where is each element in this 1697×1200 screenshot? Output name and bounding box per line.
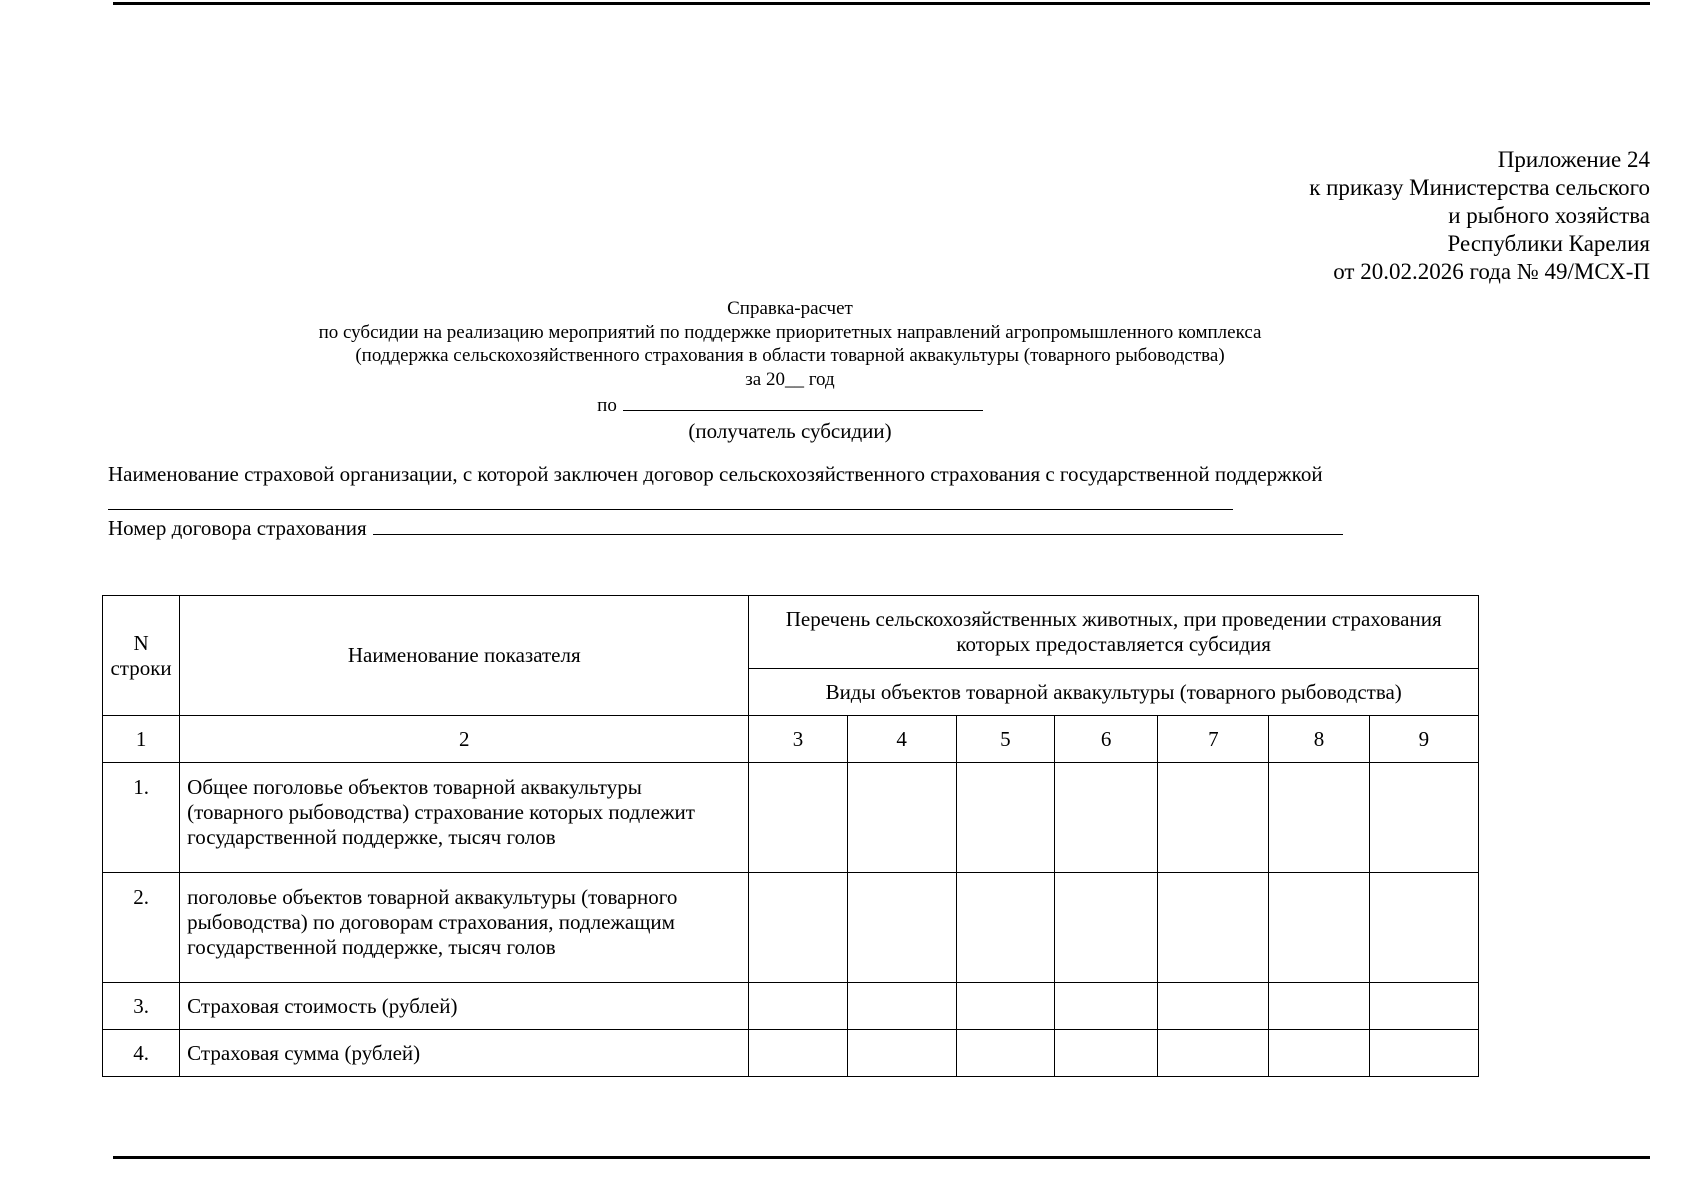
data-cell[interactable] <box>1158 873 1269 983</box>
row-number: 1. <box>103 763 180 873</box>
table-row <box>103 873 1479 983</box>
data-cell[interactable] <box>1158 763 1269 873</box>
recipient-caption: (получатель субсидии) <box>688 418 892 443</box>
data-cell[interactable] <box>1054 983 1157 1030</box>
column-number: 6 <box>1054 716 1157 763</box>
data-cell[interactable] <box>1369 763 1478 873</box>
column-number: 1 <box>103 716 180 763</box>
document-subtitle: по субсидии на реализацию мероприятий по поддержке приоритетных направлений агропромышленного комплекса <box>318 321 1262 343</box>
column-numbers-row <box>103 716 1479 763</box>
row-indicator: Общее поголовье объектов товарной аквакультуры (товарного рыбоводства) страхование которых подлежит государственной поддержке, тысяч голов <box>180 763 749 873</box>
header-object-types: Виды объектов товарной аквакультуры (товарного рыбоводства) <box>749 669 1479 716</box>
data-cell[interactable] <box>1158 983 1269 1030</box>
column-number: 7 <box>1158 716 1269 763</box>
data-cell[interactable] <box>1369 873 1478 983</box>
recipient-line <box>0 391 1580 418</box>
data-cell[interactable] <box>956 983 1054 1030</box>
data-cell[interactable] <box>749 1030 847 1077</box>
data-cell[interactable] <box>956 763 1054 873</box>
table-row <box>103 1030 1479 1077</box>
appendix-block <box>1309 146 1650 286</box>
appendix-order-ref: к приказу Министерства сельского <box>1309 175 1650 200</box>
data-cell[interactable] <box>847 873 956 983</box>
document-title: Справка-расчет <box>727 298 853 319</box>
contract-line <box>108 514 1343 541</box>
column-number: 5 <box>956 716 1054 763</box>
column-number: 2 <box>180 716 749 763</box>
data-cell[interactable] <box>1158 1030 1269 1077</box>
column-number: 9 <box>1369 716 1478 763</box>
contract-label: Номер договора страхования <box>108 516 367 540</box>
data-cell[interactable] <box>749 763 847 873</box>
row-number: 3. <box>103 983 180 1030</box>
row-number: 4. <box>103 1030 180 1077</box>
column-number: 8 <box>1269 716 1369 763</box>
data-cell[interactable] <box>1054 763 1157 873</box>
data-cell[interactable] <box>1269 763 1369 873</box>
table-row <box>103 983 1479 1030</box>
appendix-republic: Республики Карелия <box>1447 231 1650 256</box>
recipient-prefix: по <box>597 395 617 416</box>
header-animals-list: Перечень сельскохозяйственных животных, при проведении страхования которых предоставляется субсидия <box>749 596 1479 669</box>
appendix-order-date: от 20.02.2026 года № 49/МСХ-П <box>1333 259 1650 284</box>
data-cell[interactable] <box>847 1030 956 1077</box>
contract-number-field[interactable] <box>373 514 1343 535</box>
row-indicator: Страховая стоимость (рублей) <box>180 983 749 1030</box>
data-cell[interactable] <box>847 763 956 873</box>
data-cell[interactable] <box>847 983 956 1030</box>
top-rule <box>113 2 1650 5</box>
recipient-field[interactable] <box>623 391 983 411</box>
row-number: 2. <box>103 873 180 983</box>
document-subtitle-2: (поддержка сельскохозяйственного страхования в области товарной аквакультуры (товарного рыбоводства) <box>355 345 1225 366</box>
header-indicator: Наименование показателя <box>180 596 749 716</box>
column-number: 3 <box>749 716 847 763</box>
data-cell[interactable] <box>1269 1030 1369 1077</box>
insurer-label: Наименование страховой организации, с которой заключен договор сельскохозяйственного страхования с государственной поддержкой <box>108 462 1323 486</box>
data-cell[interactable] <box>956 873 1054 983</box>
document-heading <box>0 297 1580 443</box>
insurer-field[interactable] <box>108 509 1233 510</box>
data-cell[interactable] <box>956 1030 1054 1077</box>
document-year: за 20__ год <box>745 368 835 390</box>
calculation-table <box>102 595 1479 1077</box>
row-indicator: Страховая сумма (рублей) <box>180 1030 749 1077</box>
column-number: 4 <box>847 716 956 763</box>
data-cell[interactable] <box>1369 983 1478 1030</box>
data-cell[interactable] <box>749 873 847 983</box>
data-cell[interactable] <box>1054 873 1157 983</box>
data-cell[interactable] <box>1269 873 1369 983</box>
table-header-row <box>103 596 1479 669</box>
row-indicator: поголовье объектов товарной аквакультуры (товарного рыбоводства) по договорам страхования, подлежащим государственной поддержке, тысяч голов <box>180 873 749 983</box>
header-row-number: N строки <box>103 596 180 716</box>
appendix-number: Приложение 24 <box>1497 147 1650 172</box>
data-cell[interactable] <box>749 983 847 1030</box>
data-cell[interactable] <box>1269 983 1369 1030</box>
table-row <box>103 763 1479 873</box>
data-cell[interactable] <box>1369 1030 1478 1077</box>
bottom-rule <box>113 1156 1650 1159</box>
appendix-ministry: и рыбного хозяйства <box>1448 203 1650 228</box>
data-cell[interactable] <box>1054 1030 1157 1077</box>
